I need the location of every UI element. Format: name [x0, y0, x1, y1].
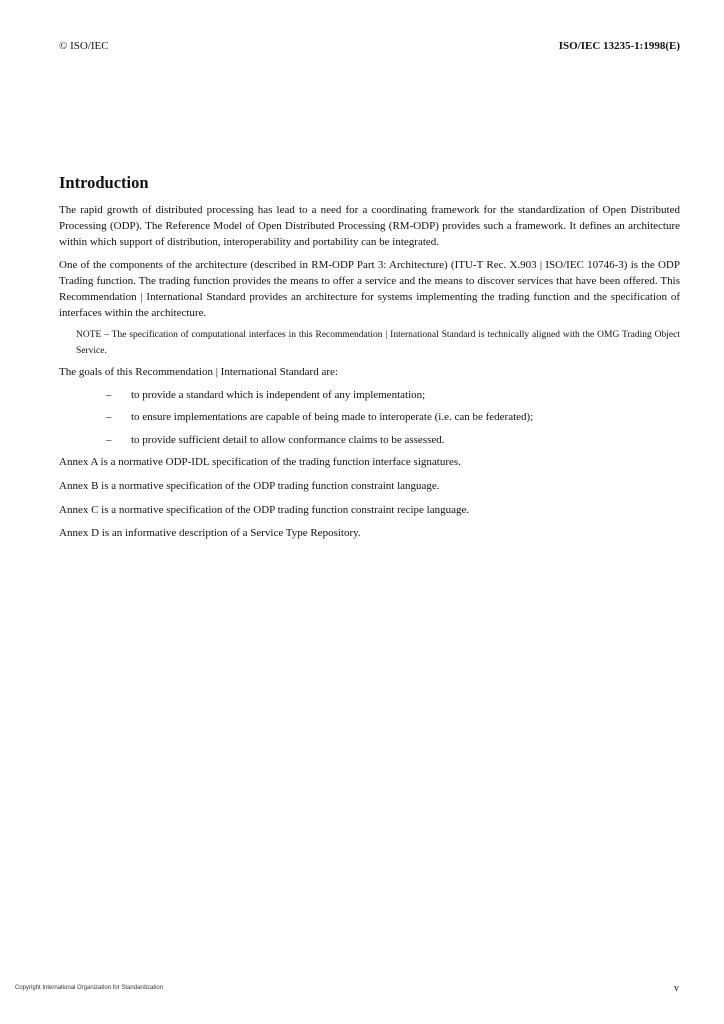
list-item — [59, 409, 680, 425]
dash-bullet: – — [106, 433, 112, 446]
header-copyright: © ISO/IEC — [59, 40, 109, 52]
footer-copyright: Copyright International Organization for Standardization — [15, 985, 164, 991]
dash-bullet: – — [106, 411, 112, 424]
list-item — [59, 432, 680, 448]
dash-bullet: – — [106, 388, 112, 401]
goal-text: to provide a standard which is independent of any implementation; — [131, 388, 426, 401]
intro-paragraph-1: The rapid growth of distributed processing has lead to a need for a coordinating framework for the standardization of Open Distributed Processing (ODP). The Reference Model of Open Distributed Processing (RM-ODP) provides such a framework. It defines an architecture within which support of distribution, interoperability and portability can be integrated. — [59, 204, 680, 249]
goals-intro: The goals of this Recommendation | International Standard are: — [59, 366, 338, 379]
page-number: v — [674, 983, 679, 994]
annex-b-description: Annex B is a normative specification of the ODP trading function constraint language. — [59, 479, 440, 492]
annex-d-description: Annex D is an informative description of a Service Type Repository. — [59, 527, 361, 540]
annex-a-description: Annex A is a normative ODP-IDL specification of the trading function interface signatures. — [59, 456, 461, 469]
note-text: NOTE – The specification of computational interfaces in this Recommendation | International Standard is technically aligned with the OMG Trading Object Service. — [76, 330, 680, 357]
list-item — [59, 387, 680, 403]
goal-text: to ensure implementations are capable of being made to interoperate (i.e. can be federated); — [131, 411, 534, 424]
goal-text: to provide sufficient detail to allow conformance claims to be assessed. — [131, 433, 445, 446]
section-heading: Introduction — [59, 173, 149, 192]
document-identifier: ISO/IEC 13235-1:1998(E) — [558, 40, 680, 52]
goals-list — [59, 387, 680, 448]
annex-c-description: Annex C is a normative specification of the ODP trading function constraint recipe language. — [59, 503, 470, 516]
intro-paragraph-2: One of the components of the architecture (described in RM-ODP Part 3: Architecture) (ITU-T Rec. X.903 | ISO/IEC 10746-3) is the ODP Trading function. The trading function provides the means to offer a service and the means to discover services that have been offered. This Recommendation | International Standard provides an architecture for systems implementing the trading function and the specification of interfaces within the architecture. — [59, 258, 680, 320]
main-content — [59, 172, 680, 549]
